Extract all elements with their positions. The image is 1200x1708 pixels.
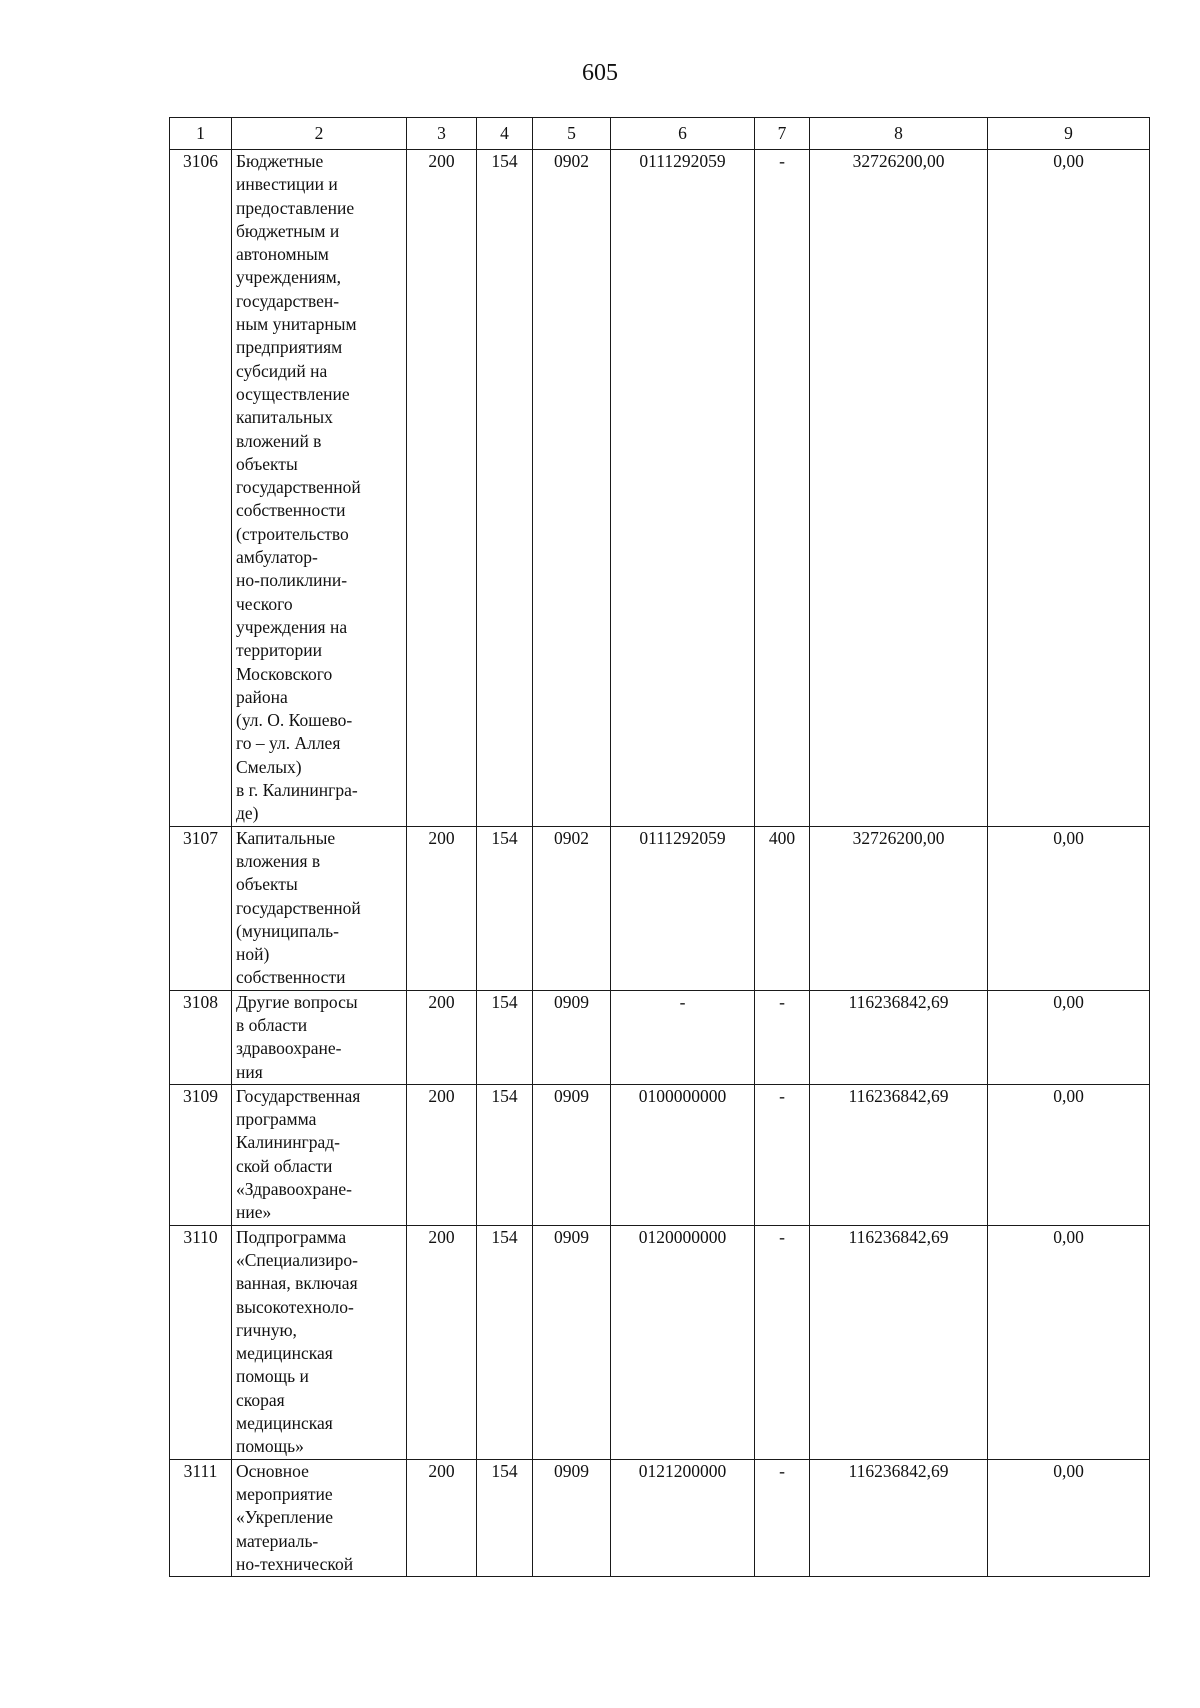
expense-type-cell: -	[755, 990, 810, 1084]
amount-secondary-cell: 0,00	[988, 1225, 1150, 1459]
ministry-code-cell: 200	[407, 990, 477, 1084]
description-line: ванная, включая	[236, 1273, 358, 1294]
description-line: ской области	[236, 1155, 333, 1176]
description-line: Московского	[236, 663, 333, 684]
table-row	[170, 826, 1150, 990]
target-article-cell: 0121200000	[611, 1459, 755, 1576]
column-header: 9	[988, 118, 1150, 150]
department-code-cell: 154	[477, 1225, 533, 1459]
description-cell	[232, 1084, 407, 1225]
description-line: (ул. О. Кошево-	[236, 710, 353, 731]
description-line: в области	[236, 1014, 308, 1035]
description-line: «Укрепление	[236, 1507, 333, 1528]
description-line: медицинская	[236, 1343, 333, 1364]
column-header: 3	[407, 118, 477, 150]
target-article-cell: 0111292059	[611, 826, 755, 990]
description-line: Бюджетные	[236, 151, 324, 171]
description-line: медицинская	[236, 1413, 333, 1434]
department-code-cell: 154	[477, 990, 533, 1084]
description-line: амбулатор-	[236, 547, 318, 568]
row-number-cell: 3108	[170, 990, 232, 1084]
header-row	[170, 118, 1150, 150]
column-header: 8	[810, 118, 988, 150]
description-line: но-поликлини-	[236, 570, 348, 591]
row-number-cell: 3109	[170, 1084, 232, 1225]
description-line: предприятиям	[236, 337, 343, 358]
description-line: де)	[236, 803, 259, 824]
amount-secondary-cell: 0,00	[988, 150, 1150, 827]
section-code-cell: 0909	[533, 990, 611, 1084]
description-line: высокотехноло-	[236, 1296, 354, 1317]
ministry-code-cell: 200	[407, 1084, 477, 1225]
column-header: 2	[232, 118, 407, 150]
description-line: района	[236, 686, 288, 707]
ministry-code-cell: 200	[407, 1459, 477, 1576]
description-line: ния	[236, 1061, 263, 1082]
description-line: территории	[236, 640, 322, 661]
amount-cell: 116236842,69	[810, 1225, 988, 1459]
description-line: Другие вопросы	[236, 991, 358, 1012]
department-code-cell: 154	[477, 150, 533, 827]
description-line: субсидий на	[236, 360, 328, 381]
table-row	[170, 1084, 1150, 1225]
description-line: го – ул. Аллея	[236, 733, 341, 754]
department-code-cell: 154	[477, 1459, 533, 1576]
expense-type-cell: -	[755, 1084, 810, 1225]
amount-cell: 116236842,69	[810, 990, 988, 1084]
description-line: инвестиции и	[236, 174, 338, 195]
amount-cell: 116236842,69	[810, 1459, 988, 1576]
target-article-cell: 0100000000	[611, 1084, 755, 1225]
description-line: (строительство	[236, 523, 349, 544]
description-line: государственной	[236, 897, 361, 918]
expense-type-cell: -	[755, 1459, 810, 1576]
description-line: (муниципаль-	[236, 920, 339, 941]
description-cell	[232, 826, 407, 990]
table-row	[170, 150, 1150, 827]
target-article-cell: -	[611, 990, 755, 1084]
table-row	[170, 1225, 1150, 1459]
description-line: бюджетным и	[236, 220, 340, 241]
row-number-cell: 3106	[170, 150, 232, 827]
department-code-cell: 154	[477, 826, 533, 990]
description-line: автономным	[236, 244, 329, 265]
description-line: Смелых)	[236, 756, 302, 777]
amount-secondary-cell: 0,00	[988, 1084, 1150, 1225]
description-line: ной)	[236, 944, 270, 965]
description-line: вложения в	[236, 850, 321, 871]
row-number-cell: 3111	[170, 1459, 232, 1576]
description-line: капитальных	[236, 407, 333, 428]
description-line: Подпрограмма	[236, 1226, 347, 1247]
section-code-cell: 0902	[533, 150, 611, 827]
description-line: Капитальные	[236, 827, 336, 848]
description-line: ческого	[236, 593, 293, 614]
description-line: но-технической	[236, 1553, 354, 1574]
target-article-cell: 0120000000	[611, 1225, 755, 1459]
amount-secondary-cell: 0,00	[988, 826, 1150, 990]
expense-type-cell: 400	[755, 826, 810, 990]
description-line: ние»	[236, 1202, 272, 1223]
amount-cell: 32726200,00	[810, 826, 988, 990]
table-row	[170, 990, 1150, 1084]
ministry-code-cell: 200	[407, 826, 477, 990]
amount-cell: 32726200,00	[810, 150, 988, 827]
description-line: Основное	[236, 1460, 309, 1481]
amount-secondary-cell: 0,00	[988, 990, 1150, 1084]
expense-type-cell: -	[755, 150, 810, 827]
description-line: Калининград-	[236, 1132, 340, 1153]
description-line: учреждения на	[236, 616, 348, 637]
description-line: собственности	[236, 967, 346, 988]
description-line: скорая	[236, 1389, 285, 1410]
description-line: «Специализиро-	[236, 1249, 358, 1270]
description-line: программа	[236, 1109, 317, 1130]
ministry-code-cell: 200	[407, 1225, 477, 1459]
description-line: государствен-	[236, 290, 340, 311]
page-number: 605	[582, 60, 618, 86]
description-line: собственности	[236, 500, 346, 521]
section-code-cell: 0909	[533, 1084, 611, 1225]
department-code-cell: 154	[477, 1084, 533, 1225]
expense-type-cell: -	[755, 1225, 810, 1459]
description-line: здравоохране-	[236, 1038, 342, 1059]
column-header: 4	[477, 118, 533, 150]
description-line: учреждениям,	[236, 267, 342, 288]
column-header: 5	[533, 118, 611, 150]
row-number-cell: 3110	[170, 1225, 232, 1459]
ministry-code-cell: 200	[407, 150, 477, 827]
row-number-cell: 3107	[170, 826, 232, 990]
amount-cell: 116236842,69	[810, 1084, 988, 1225]
description-line: ным унитарным	[236, 314, 357, 335]
description-cell	[232, 990, 407, 1084]
description-line: государственной	[236, 477, 361, 498]
description-line: материаль-	[236, 1530, 319, 1551]
description-line: предоставление	[236, 197, 355, 218]
description-line: помощь и	[236, 1366, 309, 1387]
table-row	[170, 1459, 1150, 1576]
description-line: объекты	[236, 453, 298, 474]
target-article-cell: 0111292059	[611, 150, 755, 827]
column-header: 6	[611, 118, 755, 150]
column-header: 1	[170, 118, 232, 150]
section-code-cell: 0902	[533, 826, 611, 990]
description-cell	[232, 1459, 407, 1576]
description-cell	[232, 150, 407, 827]
table-body	[170, 150, 1150, 1577]
description-line: объекты	[236, 874, 298, 895]
description-line: помощь»	[236, 1436, 304, 1457]
description-line: осуществление	[236, 383, 350, 404]
description-line: в г. Калинингра-	[236, 780, 358, 801]
description-line: мероприятие	[236, 1483, 333, 1504]
column-header: 7	[755, 118, 810, 150]
description-line: гичную,	[236, 1319, 297, 1340]
description-cell	[232, 1225, 407, 1459]
description-line: Государственная	[236, 1085, 361, 1106]
amount-secondary-cell: 0,00	[988, 1459, 1150, 1576]
description-line: вложений в	[236, 430, 322, 451]
section-code-cell: 0909	[533, 1459, 611, 1576]
description-line: «Здравоохране-	[236, 1179, 352, 1200]
section-code-cell: 0909	[533, 1225, 611, 1459]
budget-table	[169, 117, 1150, 1577]
